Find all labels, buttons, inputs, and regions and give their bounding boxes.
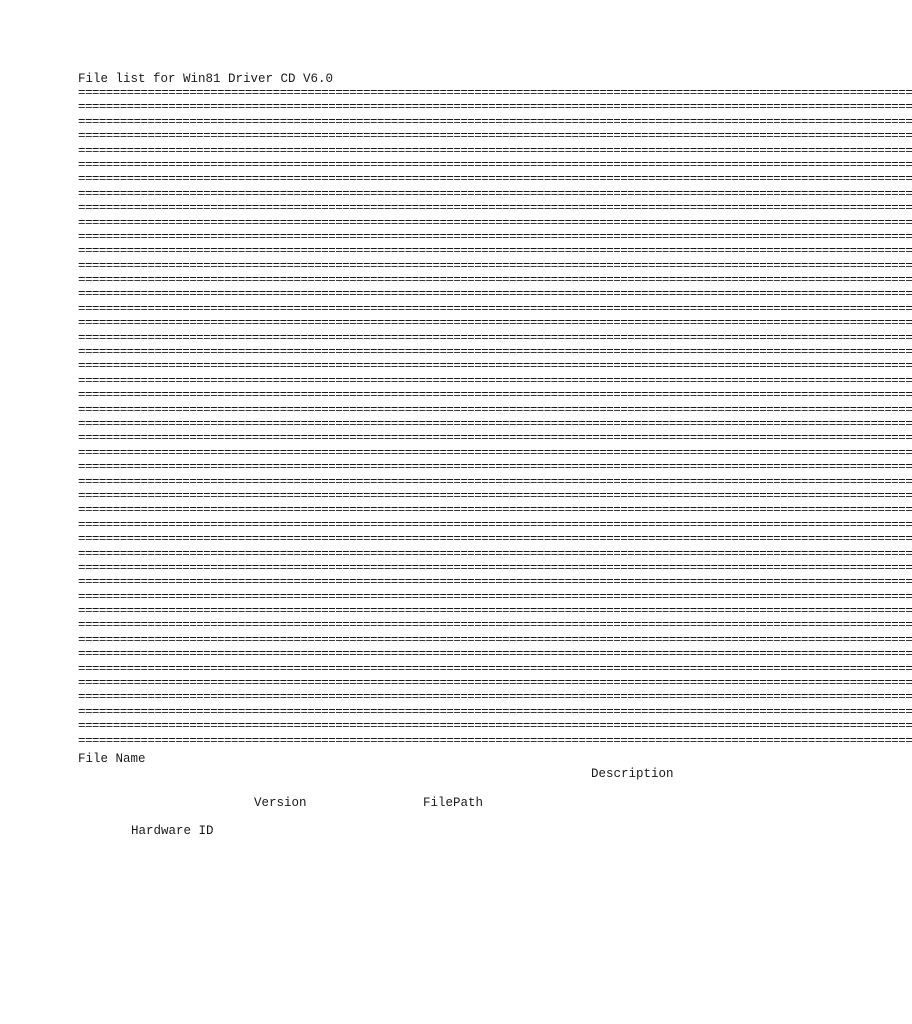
separator-line: ======================================================================================================================== [78, 114, 912, 129]
separator-line: ======================================================================================================================== [78, 690, 912, 705]
separator-line: ======================================================================================================================== [78, 316, 912, 331]
separator-line: ======================================================================================================================== [78, 661, 912, 676]
separator-line: ======================================================================================================================== [78, 676, 912, 691]
separator-line: ======================================================================================================================== [78, 172, 912, 187]
separator-line: ======================================================================================================================== [78, 287, 912, 302]
separator-line: ======================================================================================================================== [78, 560, 912, 575]
separator-line: ======================================================================================================================== [78, 157, 912, 172]
column-header-description: Description [591, 767, 674, 781]
separator-line: ======================================================================================================================== [78, 388, 912, 403]
separator-line: ======================================================================================================================== [78, 359, 912, 374]
separator-line: ======================================================================================================================== [78, 589, 912, 604]
column-header-file-name: File Name [78, 752, 146, 766]
separator-line: ======================================================================================================================== [78, 416, 912, 431]
separator-line: ======================================================================================================================== [78, 431, 912, 446]
separator-line: ======================================================================================================================== [78, 632, 912, 647]
separator-line: ======================================================================================================================== [78, 86, 912, 100]
separator-line: ======================================================================================================================== [78, 215, 912, 230]
separator-line: ======================================================================================================================== [78, 575, 912, 590]
separator-line: ======================================================================================================================== [78, 488, 912, 503]
separator-line: ======================================================================================================================== [78, 273, 912, 288]
separator-line: ======================================================================================================================== [78, 143, 912, 158]
document-title: File list for Win81 Driver CD V6.0 [78, 72, 334, 86]
separator-line: ======================================================================================================================== [78, 460, 912, 475]
separator-line: ======================================================================================================================== [78, 532, 912, 547]
column-header-version: Version [254, 796, 307, 810]
separator-line: ======================================================================================================================== [78, 301, 912, 316]
separator-line: ======================================================================================================================== [78, 201, 912, 216]
separator-line: ======================================================================================================================== [78, 186, 912, 201]
separator-line: ======================================================================================================================== [78, 733, 912, 748]
separator-line: ======================================================================================================================== [78, 604, 912, 619]
separator-line: ======================================================================================================================== [78, 704, 912, 719]
separator-line: ======================================================================================================================== [78, 546, 912, 561]
column-header-file-path: FilePath [423, 796, 484, 810]
separator-line: ======================================================================================================================== [78, 647, 912, 662]
separator-block [78, 86, 912, 748]
separator-line: ======================================================================================================================== [78, 373, 912, 388]
separator-line: ======================================================================================================================== [78, 618, 912, 633]
separator-line: ======================================================================================================================== [78, 445, 912, 460]
separator-line: ======================================================================================================================== [78, 503, 912, 518]
column-header-hardware-id: Hardware ID [131, 824, 214, 838]
separator-line: ======================================================================================================================== [78, 402, 912, 417]
separator-line: ======================================================================================================================== [78, 474, 912, 489]
separator-line: ======================================================================================================================== [78, 517, 912, 532]
separator-line: ======================================================================================================================== [78, 129, 912, 144]
separator-line: ======================================================================================================================== [78, 244, 912, 259]
separator-line: ======================================================================================================================== [78, 100, 912, 115]
separator-line: ======================================================================================================================== [78, 258, 912, 273]
separator-line: ======================================================================================================================== [78, 330, 912, 345]
separator-line: ======================================================================================================================== [78, 229, 912, 244]
separator-line: ======================================================================================================================== [78, 719, 912, 734]
separator-line: ======================================================================================================================== [78, 345, 912, 360]
